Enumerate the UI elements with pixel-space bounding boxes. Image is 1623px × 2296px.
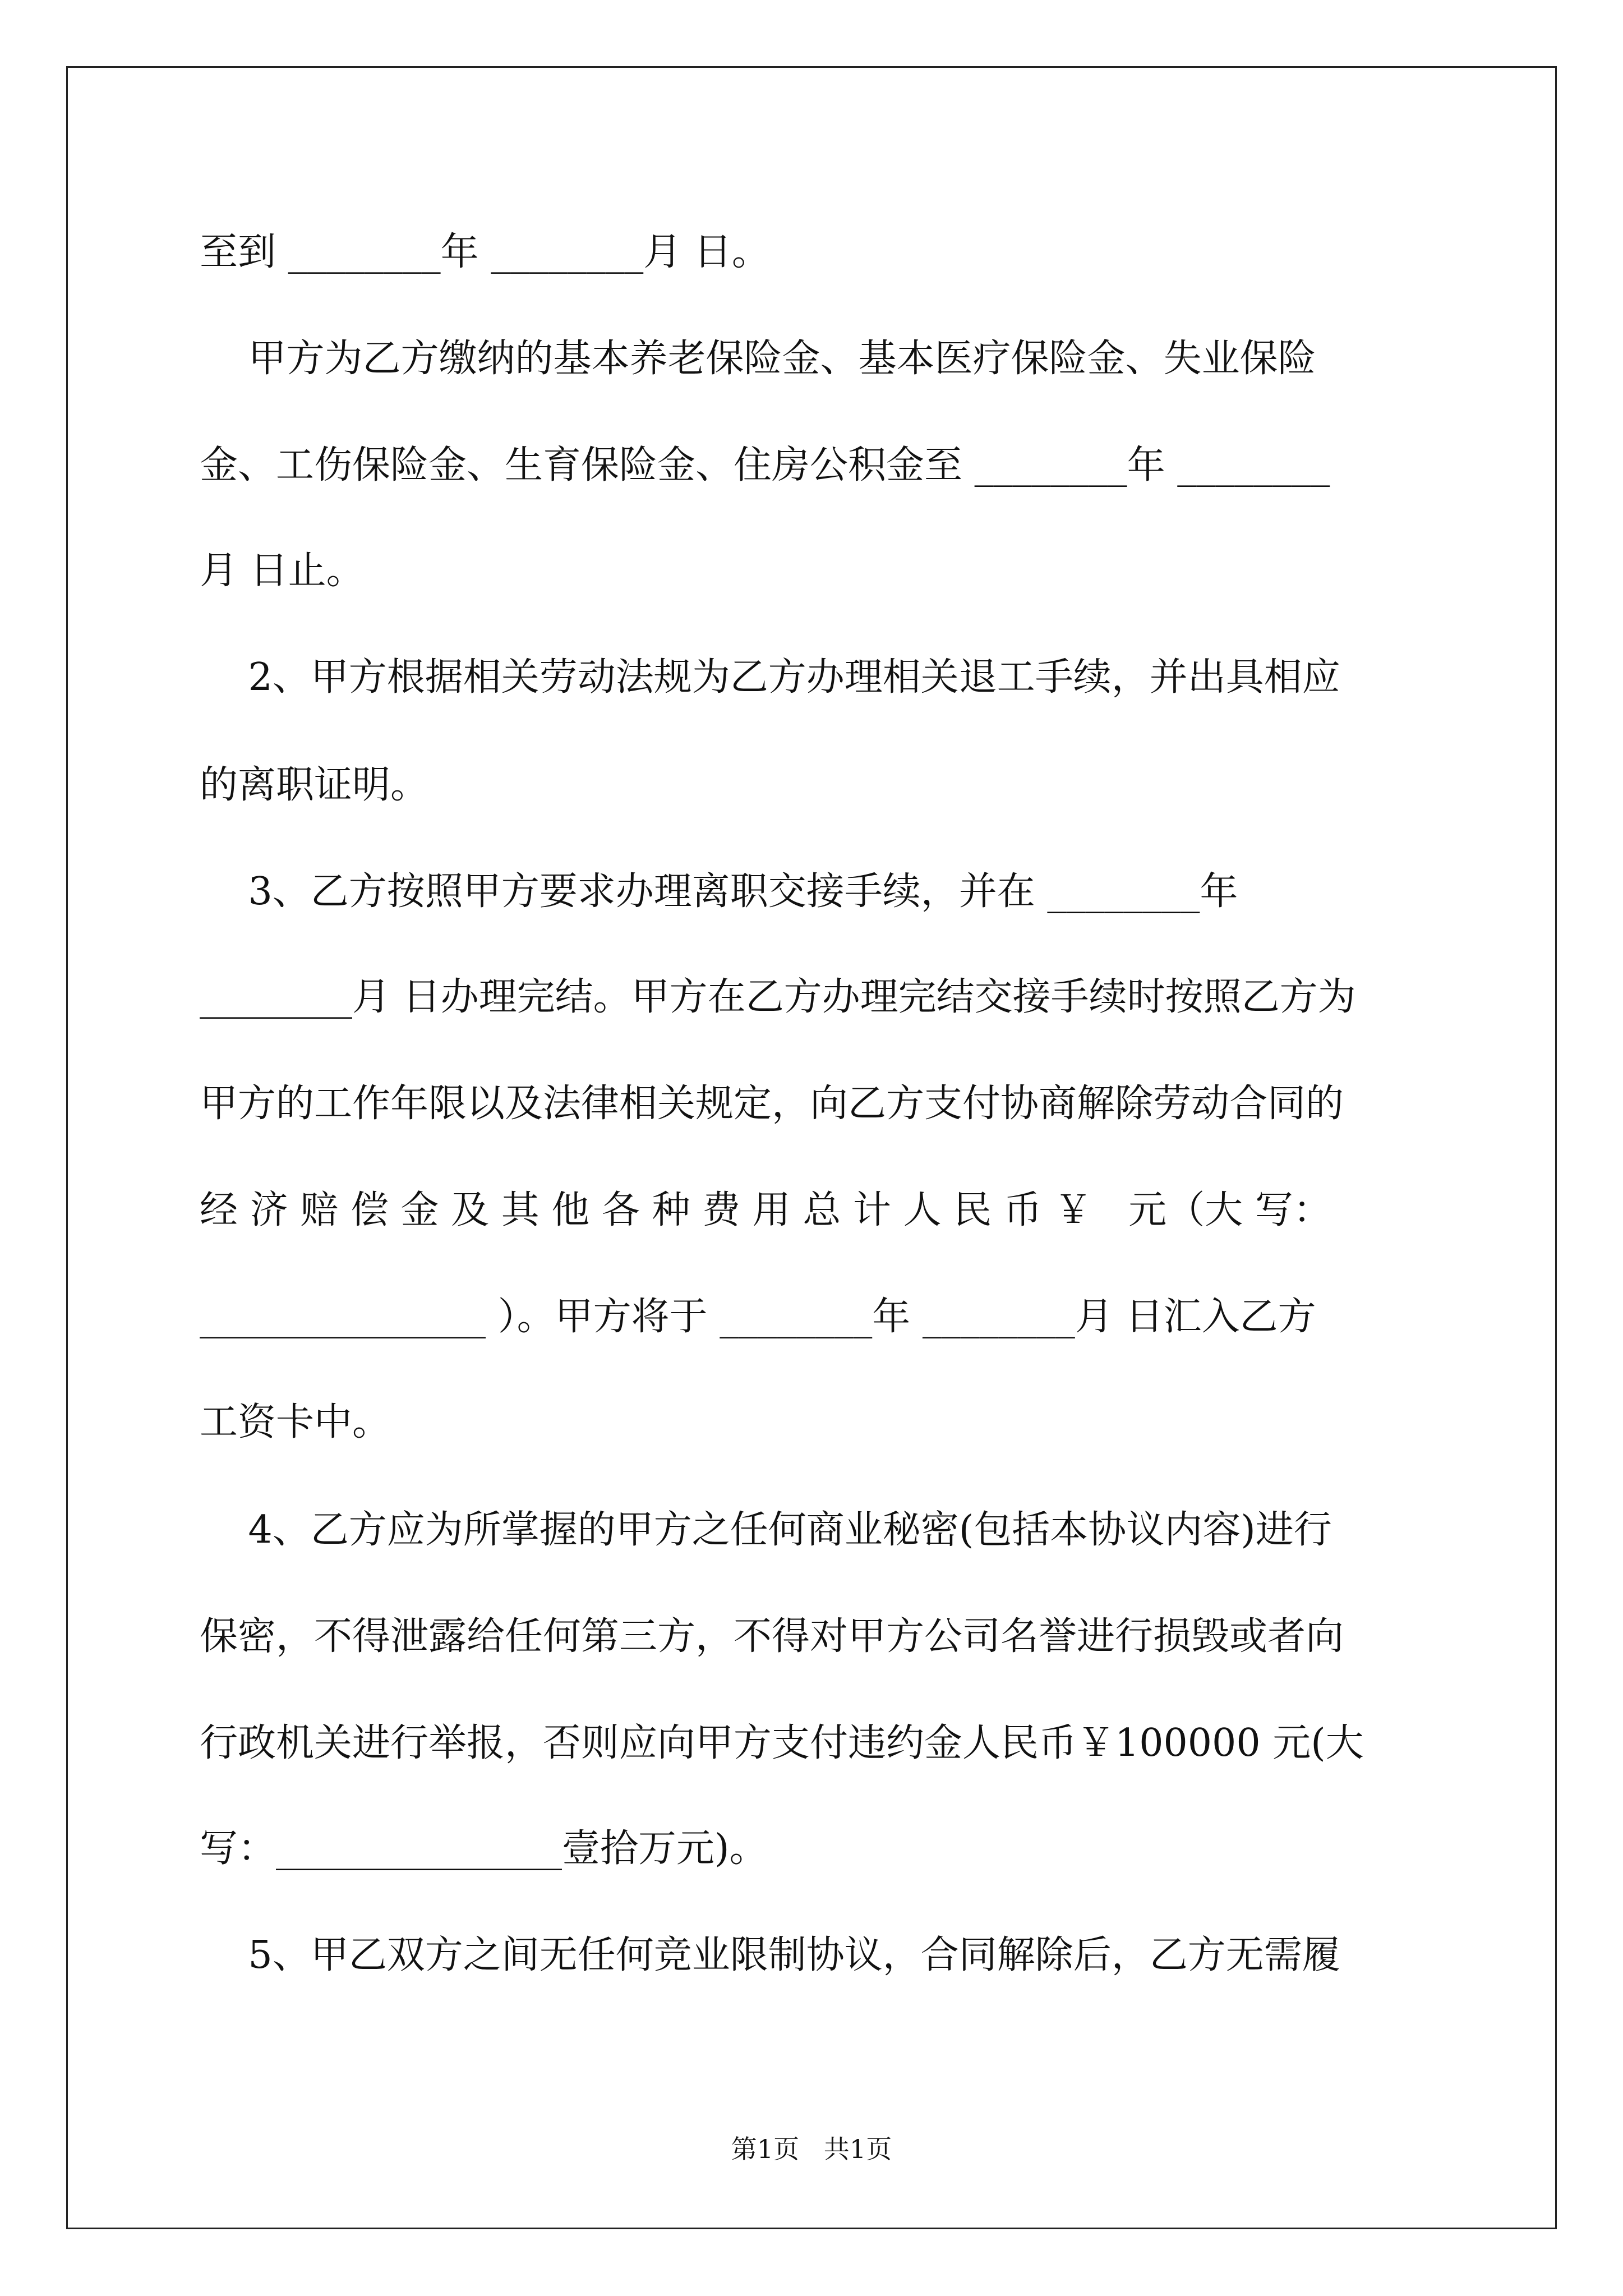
document-line: 经 济 赔 偿 金 及 其 他 各 种 费 用 总 计 人 民 币 ￥ 元（大 写： — [200, 1188, 1331, 1232]
document-line: 甲方的工作年限以及法律相关规定，向乙方支付协商解除劳动合同的 — [200, 1082, 1344, 1126]
document-line: 工资卡中。 — [200, 1400, 391, 1444]
page-border — [66, 66, 1557, 2229]
page-number-footer: 第1页 共1页 — [731, 2134, 892, 2164]
document-line: 甲方为乙方缴纳的基本养老保险金、基本医疗保险金、失业保险 — [200, 337, 1316, 381]
document-line: 行政机关进行举报，否则应向甲方支付违约金人民币￥100000 元(大 — [200, 1721, 1364, 1765]
document-line: 5、甲乙双方之间无任何竞业限制协议，合同解除后，乙方无需履 — [200, 1933, 1340, 1977]
document-line: 3、乙方按照甲方要求办理离职交接手续，并在 ________年 — [200, 869, 1238, 914]
document-line: _______________ ）。甲方将于 ________年 ________月 日汇入乙方 — [200, 1295, 1316, 1339]
document-line: ________月 日办理完结。甲方在乙方办理完结交接手续时按照乙方为 — [200, 975, 1356, 1019]
document-line: 金、工伤保险金、生育保险金、住房公积金至 ________年 ________ — [200, 443, 1330, 487]
document-line: 写：_______________壹拾万元)。 — [200, 1826, 768, 1871]
document-line: 至到 ________年 ________月 日。 — [200, 230, 770, 274]
document-line: 月 日止。 — [200, 549, 365, 593]
document-line: 保密，不得泄露给任何第三方，不得对甲方公司名誉进行损毁或者向 — [200, 1614, 1344, 1659]
document-line: 2、甲方根据相关劳动法规为乙方办理相关退工手续，并出具相应 — [200, 655, 1340, 700]
document-line: 的离职证明。 — [200, 763, 429, 807]
document-line: 4、乙方应为所掌握的甲方之任何商业秘密(包括本协议内容)进行 — [200, 1508, 1332, 1552]
